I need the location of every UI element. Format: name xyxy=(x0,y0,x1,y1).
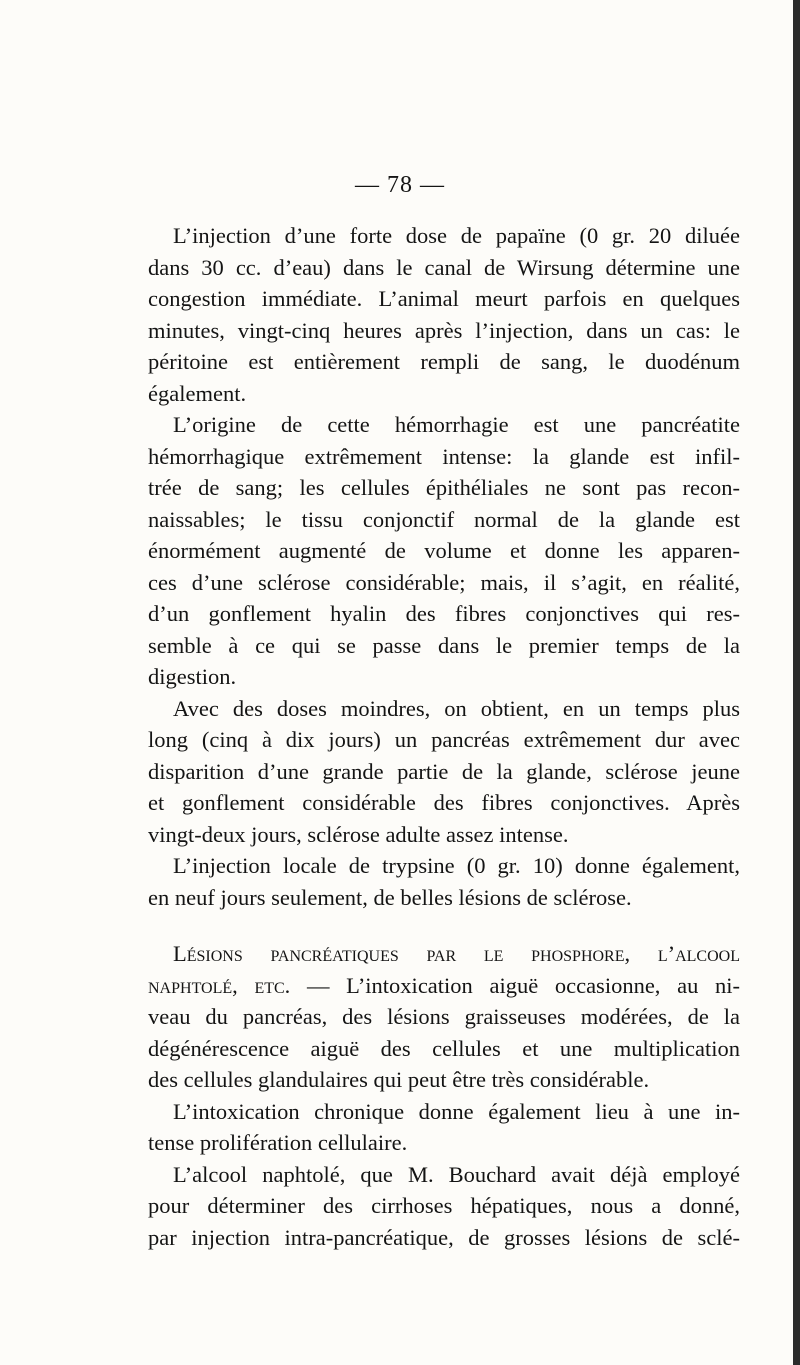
text-line: hémorrhagique extrêmement intense: la glande est infil- xyxy=(148,443,740,469)
text-line: naissables; le tissu conjonctif normal de la glande est xyxy=(148,506,740,532)
text-line: en neuf jours seulement, de belles lésions de sclérose. xyxy=(148,884,632,910)
text-line: veau du pancréas, des lésions graisseuses modérées, de la xyxy=(148,1004,740,1029)
text-line: également. xyxy=(148,380,247,406)
text-line: vingt-deux jours, sclérose adulte assez intense. xyxy=(148,821,569,847)
text-line: congestion immédiate. L’animal meurt parfois en quelques xyxy=(148,286,740,311)
paragraph-hemorrhagie-origin xyxy=(148,409,740,693)
paragraph-intoxication-chronique xyxy=(148,1096,740,1159)
text-line: ces d’une sclérose considérable; mais, il s’agit, en réalité, xyxy=(148,569,740,595)
text-line: Avec des doses moindres, on obtient, en un temps plus xyxy=(173,695,740,721)
text-line: L’injection locale de trypsine (0 gr. 10) donne également, xyxy=(173,853,740,878)
text-line: L’origine de cette hémorrhagie est une pancréatite xyxy=(173,412,740,437)
text-line: pour déterminer des cirrhoses hépatiques, nous a donné, xyxy=(148,1193,740,1218)
text-line: semble à ce qui se passe dans le premier temps de la xyxy=(148,632,740,658)
text-line: long (cinq à dix jours) un pancréas extrêmement dur avec xyxy=(148,727,740,752)
paragraph-trypsine xyxy=(148,850,740,913)
text-line: L’alcool naphtolé, que M. Bouchard avait déjà employé xyxy=(173,1161,740,1187)
page-number: — 78 — xyxy=(355,172,445,198)
section-lead-text: — L’intoxication aiguë occasionne, au ni- xyxy=(306,972,741,998)
text-line: dans 30 cc. d’eau) dans le canal de Wirsung détermine une xyxy=(148,254,740,280)
paragraph-alcool-naphtole xyxy=(148,1159,740,1254)
text-line: digestion. xyxy=(148,664,237,689)
text-line: dégénérescence aiguë des cellules et une multiplication xyxy=(148,1035,740,1061)
text-line: tense prolifération cellulaire. xyxy=(148,1130,408,1155)
text-line: péritoine est entièrement rempli de sang, le duodénum xyxy=(148,349,740,374)
paragraph-lower-doses xyxy=(148,693,740,851)
text-line: minutes, vingt-cinq heures après l’injection, dans un cas: le xyxy=(148,317,740,343)
section-heading: Lésions pancréatiques par le phosphore, l’alcool xyxy=(173,941,740,966)
text-line: des cellules glandulaires qui peut être très considérable. xyxy=(148,1067,650,1092)
text-line: par injection intra-pancréatique, de grosses lésions de sclé- xyxy=(148,1224,740,1250)
text-line: L’intoxication chronique donne également lieu à une in- xyxy=(173,1098,740,1124)
section-heading-tail: naphtolé, etc. xyxy=(148,972,291,998)
body-text xyxy=(148,220,740,1253)
page-edge-shadow xyxy=(793,0,800,1365)
text-line: énormément augmenté de volume et donne les apparen- xyxy=(148,538,740,563)
section-phosphore-alcool xyxy=(148,938,740,1096)
paragraph-papaine-injection xyxy=(148,220,740,409)
text-line: L’injection d’une forte dose de papaïne (0 gr. 20 diluée xyxy=(173,223,740,248)
text-line: et gonflement considérable des fibres conjonctives. Après xyxy=(148,790,740,815)
text-line: disparition d’une grande partie de la glande, sclérose jeune xyxy=(148,758,740,784)
section-spacer xyxy=(148,913,740,938)
section-heading-continued xyxy=(148,970,740,1002)
text-line: d’un gonflement hyalin des fibres conjonctives qui res- xyxy=(148,601,740,626)
text-line: trée de sang; les cellules épithéliales ne sont pas recon- xyxy=(148,475,740,500)
